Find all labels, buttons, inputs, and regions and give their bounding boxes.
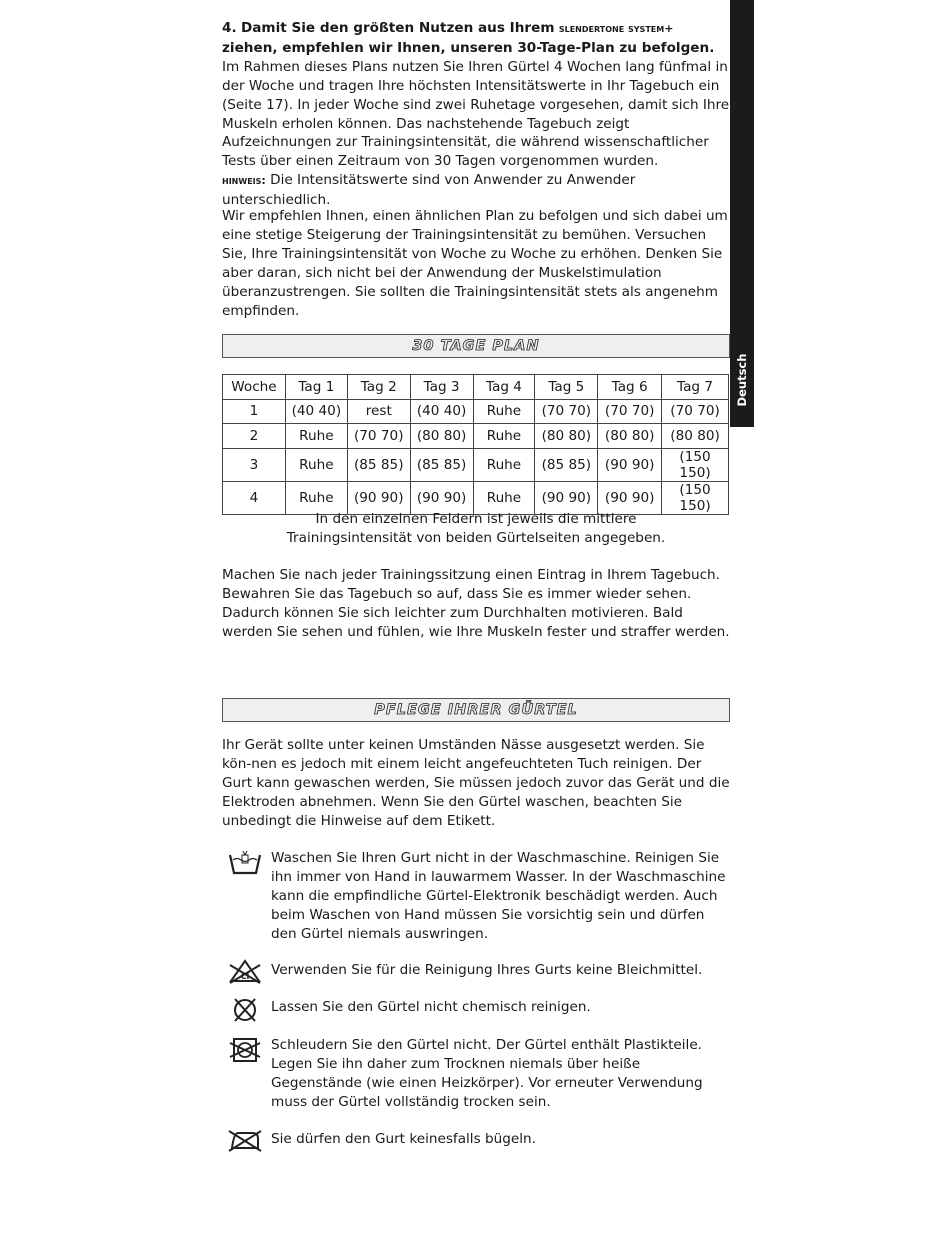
table-cell: (90 90): [535, 481, 598, 514]
header-cell: Tag 3: [410, 375, 473, 400]
table-cell: Ruhe: [473, 424, 535, 449]
table-cell: (85 85): [410, 448, 473, 481]
plan-caption: [222, 510, 730, 548]
no-iron-icon: [226, 1126, 264, 1156]
header-cell: Tag 6: [598, 375, 662, 400]
plan-title: 30 TAGE PLAN: [222, 334, 730, 358]
table-cell: rest: [347, 399, 410, 424]
table-cell: 2: [223, 424, 286, 449]
table-cell: Ruhe: [473, 399, 535, 424]
no-tumble-dry-icon: [226, 1036, 264, 1066]
intro-body: Im Rahmen dieses Plans nutzen Sie Ihren Gürtel 4 Wochen lang fünfmal in der Woche und tragen Ihre höchsten Intensitätswerte in Ihr Tagebuch ein (Seite 17). In jeder Woche sind zwei Ruhetage vorgesehen, damit sich Ihre Muskeln erholen können. Das nachstehende Tagebuch zeigt Aufzeichnungen zur Trainingsintensität, die während wissenschaftlicher Tests über einen Zeitraum von 30 Tagen vorgenommen wurden.: [222, 58, 730, 170]
care-text: Schleudern Sie den Gürtel nicht. Der Gürtel enthält Plastikteile. Legen Sie ihn daher zum Trocknen niemals über heiße Gegenstände (wie einen Heizkörper). Vor erneuter Verwendung muss der Gürtel vollständig trocken sein.: [271, 1037, 703, 1110]
step-number: 4.: [222, 20, 237, 36]
table-cell: (70 70): [347, 424, 410, 449]
language-label: Deutsch: [735, 353, 749, 407]
note-label: hinweis:: [222, 174, 266, 188]
header-cell: Tag 5: [535, 375, 598, 400]
plan-header-row: [223, 375, 729, 400]
intro-paragraph: [222, 19, 730, 210]
hand-wash-icon: [226, 849, 264, 879]
recommendation-paragraph: Wir empfehlen Ihnen, einen ähnlichen Plan zu befolgen und sich dabei um eine stetige Steigerung der Trainingsintensität zu bemühen. Versuchen Sie, Ihre Trainingsintensität von Woche zu Woche zu erhöhen. Denken Sie aber daran, sich nicht bei der Anwendung der Muskelstimulation überanzustrengen. Sie sollten die Trainingsintensität stets als angenehm empfinden.: [222, 208, 728, 319]
table-cell: (90 90): [598, 481, 662, 514]
table-cell: Ruhe: [285, 448, 347, 481]
table-cell: (80 80): [662, 424, 729, 449]
care-text: Verwenden Sie für die Reinigung Ihres Gurts keine Bleichmittel.: [271, 962, 703, 978]
table-cell: Ruhe: [285, 424, 347, 449]
header-cell: Tag 2: [347, 375, 410, 400]
table-cell: Ruhe: [473, 481, 535, 514]
table-cell: (85 85): [347, 448, 410, 481]
table-cell: (150 150): [662, 448, 729, 481]
table-cell: (80 80): [598, 424, 662, 449]
table-cell: (80 80): [410, 424, 473, 449]
table-row: [223, 448, 729, 481]
care-text: Waschen Sie Ihren Gurt nicht in der Waschmaschine. Reinigen Sie ihn immer von Hand in lauwarmem Wasser. In der Waschmaschine kann die empfindliche Gürtel-Elektronik beschädigt werden. Auch beim Waschen von Hand müssen Sie vorsichtig sein und dürfen den Gürtel niemals auswringen.: [271, 850, 726, 942]
table-row: [223, 424, 729, 449]
table-cell: 4: [223, 481, 286, 514]
no-bleach-icon: [226, 957, 264, 987]
intro-bold-2: ziehen, empfehlen wir Ihnen, unseren 30-Tage-Plan zu befolgen.: [222, 39, 715, 56]
table-cell: (70 70): [662, 399, 729, 424]
care-text: Lassen Sie den Gürtel nicht chemisch reinigen.: [271, 999, 591, 1015]
caption-line: Trainingsintensität von beiden Gürtelseiten angegeben.: [286, 530, 666, 546]
table-cell: (90 90): [598, 448, 662, 481]
care-title: PFLEGE IHRER GÜRTEL: [222, 698, 730, 722]
table-cell: (40 40): [410, 399, 473, 424]
header-cell: Tag 7: [662, 375, 729, 400]
table-cell: (70 70): [535, 399, 598, 424]
note-text: Die Intensitätswerte sind von Anwender zu Anwender unterschiedlich.: [222, 172, 636, 209]
bleach-icon-label: Cl: [240, 972, 250, 981]
header-cell: Tag 1: [285, 375, 347, 400]
header-cell: Tag 4: [473, 375, 535, 400]
table-cell: (80 80): [535, 424, 598, 449]
intro-bold-1: Damit Sie den größten Nutzen aus Ihrem: [240, 20, 555, 36]
care-text: Sie dürfen den Gurt keinesfalls bügeln.: [271, 1131, 536, 1147]
table-cell: (40 40): [285, 399, 347, 424]
no-dry-clean-icon: [226, 996, 264, 1026]
diary-paragraph: Machen Sie nach jeder Trainingssitzung einen Eintrag in Ihrem Tagebuch. Bewahren Sie das Tagebuch so auf, dass Sie es immer wieder sehen. Dadurch können Sie sich leichter zum Durchhalten motivieren. Bald werden Sie sehen und fühlen, wie Ihre Muskeln fester und straffer werden.: [222, 567, 730, 640]
table-cell: Ruhe: [473, 448, 535, 481]
header-cell: Woche: [223, 375, 286, 400]
table-cell: 3: [223, 448, 286, 481]
plan-table: [222, 374, 729, 515]
table-cell: (150 150): [662, 481, 729, 514]
table-cell: (70 70): [598, 399, 662, 424]
brand-name: slendertone system+: [558, 22, 674, 35]
care-intro: Ihr Gerät sollte unter keinen Umständen Nässe ausgesetzt werden. Sie kön-nen es jedoch mit einem leicht angefeuchteten Tuch reinigen. Der Gurt kann gewaschen werden, Sie müssen jedoch zuvor das Gerät und die Elektroden abnehmen. Wenn Sie den Gürtel waschen, beachten Sie unbedingt die Hinweise auf dem Etikett.: [222, 737, 730, 829]
table-cell: (90 90): [347, 481, 410, 514]
table-row: [223, 399, 729, 424]
table-cell: 1: [223, 399, 286, 424]
table-cell: (90 90): [410, 481, 473, 514]
table-cell: Ruhe: [285, 481, 347, 514]
caption-line: In den einzelnen Feldern ist jeweils die mittlere: [315, 511, 637, 527]
table-cell: (85 85): [535, 448, 598, 481]
